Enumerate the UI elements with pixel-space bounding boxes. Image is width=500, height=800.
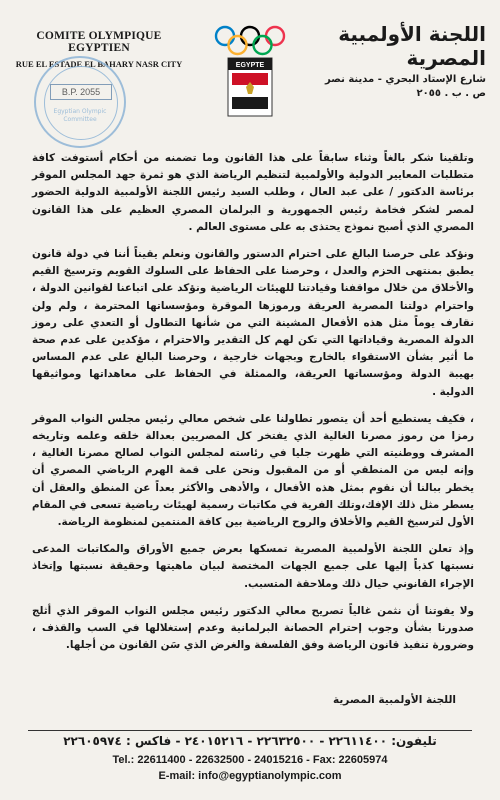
paragraph: وتلقينا شكر بالغاً وثناء سابقاً على هذا القانون وما تضمنه من أحكام أستوفت كافة متطلبات المعايير الدولية والأولمبية لتنظيم الرياضة الذي هو ثمرة جهد المجلس الموقر برئاسة الدكتور / على عبد العال ، وطلب السيد رئيس اللجنة الأولمبية الدولية الحضور لمصر لشكر فخامة رئيس الجمهورية و البرلمان المصري العظيم على هذا القانون المصري الذي أصبح نموذج يحتذى به على مستوى العالم . [32,152,474,233]
letterhead-arabic [311,22,486,99]
stamp-text: Egyptian Olympic Committee [53,108,107,123]
paragraph: وإذ تعلن اللجنة الأولمبية المصرية تمسكها بعرض جميع الأوراق والمكاتبات المدعى نسبتها كذباً إليها على جميع الجهات المختصة لبيان ماهيتها وحقيقة نسبتها وإتخاذ الإجراء القانوني حيال ذلك وملاحقة المتسبب. [32,543,474,590]
paragraph: ونؤكد على حرصنا البالغ على احترام الدستور والقانون ونعلم يقيناً أننا في دولة قانون يطبق بمنتهى الحزم والعدل ، وحرصنا على الحفاظ على السلوك القويم وترسيخ القيم والأخلاق من خلال مواقفنا وقيادتنا للهيئات الرياضية ونؤكد على اتباعنا لقوانين الدولة ، واحترام دولتنا المصرية العريقة ورموزها الموقرة ومؤسساتها المحترمة ، ولم ولن نقارف يوماً مثل هذه الأفعال المشينة التي من شأنها التطاول أو التعدي على رموز الدولة المصرية وقياداتها التي تكن لهم كل التقدير والاحترام ، مؤكدين على عدم صحة ما أثير بشأن الاستقواء بالخارج وبجهات خارجية ، وحرصنا البالغ على عدم المساس بهيبة الدولة ومؤسساتها العريقة، والممثلة في الحفاظ على معاهداتها ومواثيقها الدولية . [32,248,474,398]
paragraph: ولا يفوتنا أن نثمن غالياً تصريح معالي الدكتور رئيس مجلس النواب الموقر الذي أثلج صدورنا بشأن وجوب إحترام الحصانة البرلمانية وعدم إستغلالها في السب والقذف ، وضرورة تنفيذ قانون الرياضة وفق الفلسفة والغرض الذي سَن القانون من أجلها. [32,604,474,652]
address-english: RUE EL ESTADE EL BAHARY NASR CITY [15,59,183,69]
emblem-label: EGYPTE [235,62,265,69]
phones-arabic: تليفون: ٢٢٦١١٤٠٠ - ٢٢٦٣٢٥٠٠ - ٢٤٠١٥٢١٦ - فاكس : ٢٢٦٠٥٩٧٤ [63,734,437,748]
letter-body [32,150,474,664]
olympic-rings-icon [212,24,288,120]
letter-footer [28,734,472,782]
paragraph: ، فكيف يستطيع أحد أن يتصور تطاولنا على شخص معالي رئيس مجلس النواب الموقر رمزا من رموز مصرنا الغالية الذي يفتخر كل المصريين بعدالة خلقه وعلمه وتاريخه المشرف ووطنيته التي ظهرت جليا في رئاسته لمجلس النواب لصالح مصرنا الغالية ، وإنه ليس من المنطقي أو من المقبول ونحن على قمة الهرم الرياضي المصري أن يخطر ببالنا أن نقوم بمثل هذه الأفعال ، والأدهى والأكثر بعداً عن المنطق والعقل أن يسطر مثل ذلك الإفك،وتلك الفرية في مكاتبات رسمية لهيئات رياضية تسعى في المقام الأول لترسيخ القيم والأخلاق والروح الرياضية بين كافة المنتمين لمنظومة الرياضة. [32,412,474,529]
signature-line: اللجنة الأولمبية المصرية [333,694,456,706]
stamp-inner-ring [44,66,118,140]
letterhead [0,0,500,123]
stamp-pobox: B.P. 2055 [50,84,112,100]
phones-english: Tel.: 22611400 - 22632500 - 24015216 - Fax: 22605974 [112,754,388,766]
footer-divider [28,730,472,731]
email-contact: E-mail: info@egyptianolympic.com [158,770,342,782]
olympic-emblem [212,24,288,120]
address-arabic: شارع الإستاد البحري - مدينة نصر [325,74,486,85]
org-name-arabic: اللجنة الأولمبية المصرية [338,22,486,70]
official-stamp [34,56,126,148]
pobox-arabic: ص . ب . ٢٠٥٥ [416,88,486,99]
org-name-english: COMITE OLYMPIQUE EGYPTIEN [36,30,162,54]
